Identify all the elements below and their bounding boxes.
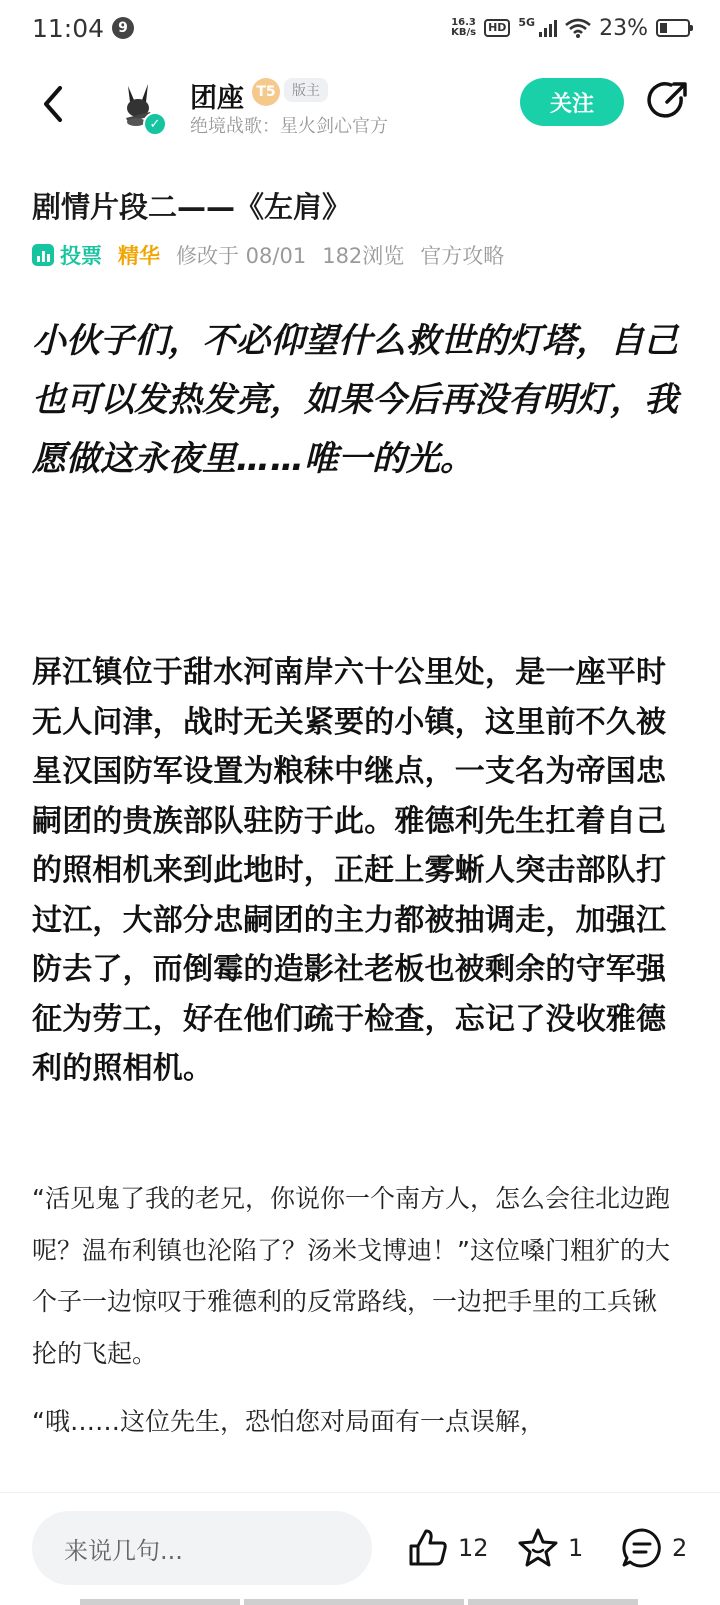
author-name[interactable]: 团座 — [190, 83, 244, 114]
hd-icon: HD — [484, 19, 510, 37]
post-dialog-2: “哦……这位先生，恐怕您对局面有一点误解， — [32, 1407, 545, 1436]
network-speed — [451, 18, 476, 38]
author-subtitle: 绝境战歌：星火剑心官方 — [190, 116, 388, 137]
home-indicator — [80, 1599, 640, 1605]
post-category[interactable]: 官方攻略 — [420, 244, 505, 268]
signal-icon — [539, 19, 557, 37]
poll-icon — [32, 244, 54, 266]
favorite-count: 1 — [568, 1534, 584, 1562]
wifi-icon — [565, 18, 591, 38]
essence-tag: 精华 — [118, 244, 160, 268]
network-type: 5G — [518, 15, 536, 29]
comment-icon — [620, 1526, 664, 1570]
status-time: 11:04 — [32, 13, 105, 43]
post-paragraph: 屏江镇位于甜水河南岸六十公里处，是一座平时无人问津，战时无关紧要的小镇，这里前不久被星汉国防军设置为粮秣中继点，一支名为帝国忠嗣团的贵族部队驻防于此。雅德利先生扛着自己的照相机来到此地时，正赶上雾蜥人突击部队打过江，大部分忠嗣团的主力都被抽调走，加强江防去了，而倒霉的造影社老板也被剩余的守军强征为劳工，好在他们疏于检查，忘记了没收雅德利的照相机。 — [32, 655, 667, 1086]
vote-tag[interactable] — [32, 240, 102, 270]
status-right — [451, 16, 690, 41]
follow-button[interactable]: 关注 — [520, 78, 624, 126]
modified-date: 修改于 08/01 — [176, 244, 307, 268]
view-count: 182浏览 — [322, 244, 405, 268]
role-badge: 版主 — [284, 78, 328, 102]
post-title: 剧情片段二——《左肩》 — [32, 190, 352, 224]
like-count: 12 — [458, 1534, 489, 1562]
favorite-button[interactable] — [516, 1517, 583, 1579]
back-arrow-icon[interactable] — [38, 84, 70, 124]
post-dialog-1: “活见鬼了我的老兄，你说你一个南方人，怎么会往北边跑呢？温布利镇也沦陷了？汤米戈博迪！”这位嗓门粗犷的大个子一边惊叹于雅德利的反常路线，一边把手里的工兵锹抡的飞起。 — [32, 1184, 670, 1368]
post-meta — [32, 240, 520, 270]
battery-icon — [656, 19, 690, 37]
level-badge: T5 — [252, 78, 280, 106]
network-speed-unit: KB/s — [451, 27, 477, 38]
comment-count: 2 — [672, 1534, 688, 1562]
star-icon — [516, 1526, 560, 1570]
verified-icon: ✓ — [143, 112, 167, 136]
post-quote: 小伙子们，不必仰望什么救世的灯塔，自己也可以发热发亮，如果今后再没有明灯，我愿做这永夜里……唯一的光。 — [32, 321, 678, 479]
thumbs-up-icon — [406, 1526, 450, 1570]
comment-input[interactable]: 来说几句... — [32, 1511, 372, 1585]
status-bar — [0, 0, 720, 56]
vote-label: 投票 — [60, 244, 102, 268]
status-left — [32, 14, 134, 43]
network-speed-value: 16.3 — [451, 17, 476, 28]
bottom-action-bar — [0, 1492, 720, 1605]
notification-badge-icon: 9 — [112, 17, 134, 39]
comment-button[interactable] — [620, 1517, 687, 1579]
battery-percent: 23% — [599, 15, 648, 41]
share-icon[interactable] — [647, 80, 689, 122]
like-button[interactable] — [406, 1517, 489, 1579]
post-header — [0, 72, 720, 137]
